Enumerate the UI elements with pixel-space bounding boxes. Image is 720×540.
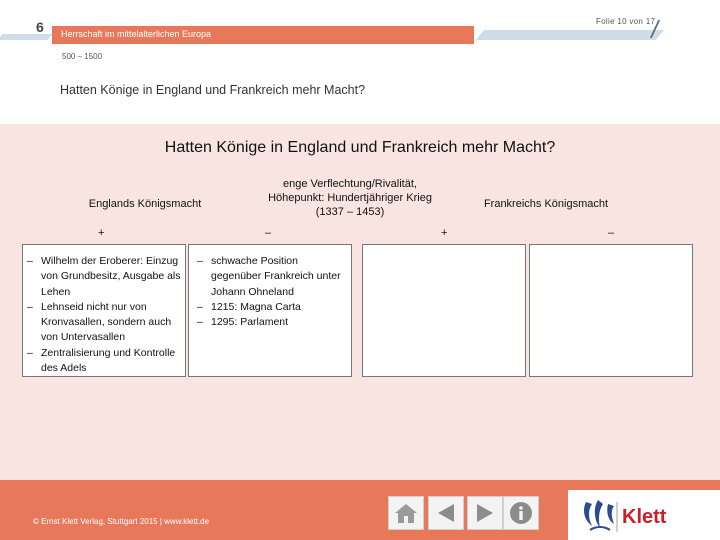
copyright: © Ernst Klett Verlag, Stuttgart 2015 | www.klett.de <box>33 517 210 526</box>
list-item: – Lehnseid nicht nur von Kronvasallen, sondern auch von Untervasallen <box>23 300 181 346</box>
previous-button[interactable] <box>428 496 464 530</box>
sign-france-plus: + <box>441 227 448 239</box>
column-heading-england: Englands Königsmacht <box>88 198 202 210</box>
sign-france-minus: – <box>608 227 615 239</box>
header-stripe-right <box>476 30 664 40</box>
slide-subtitle: Hatten Könige in England und Frankreich mehr Macht? <box>60 83 366 97</box>
next-button[interactable] <box>467 496 503 530</box>
info-icon <box>508 500 534 526</box>
list-item: – schwache Position gegenüber Frankreich unter Johann Ohneland <box>193 254 347 300</box>
home-icon <box>393 501 419 525</box>
sign-england-plus: + <box>98 227 105 239</box>
arrow-right-icon <box>473 501 497 525</box>
list-item: – Wilhelm der Eroberer: Einzug von Grundbesitz, Ausgabe als Lehen <box>23 254 181 300</box>
header-stripe-left <box>0 34 53 40</box>
chapter-title-band <box>52 26 474 44</box>
klett-logo-text: Klett <box>622 506 667 528</box>
logo-divider <box>616 502 618 532</box>
klett-emblem-icon <box>578 496 618 536</box>
main-title: Hatten Könige in England und Frankreich mehr Macht? <box>164 139 556 156</box>
arrow-left-icon <box>434 501 458 525</box>
slide-counter: Folie 10 von 17 <box>596 17 656 26</box>
box-france-minus <box>529 244 693 377</box>
column-heading-france: Frankreichs Königsmacht <box>483 198 609 210</box>
sign-england-minus: – <box>265 227 272 239</box>
list-item: – 1215: Magna Carta <box>193 300 347 315</box>
box-england-minus <box>188 244 352 377</box>
list-item: – Zentralisierung und Kontrolle des Adels <box>23 346 181 377</box>
list-item: – 1295: Parlament <box>193 315 347 330</box>
column-heading-middle: enge Verflechtung/Rivalität, Höhepunkt: Hundertjähriger Krieg (1337 – 1453) <box>268 178 432 218</box>
home-button[interactable] <box>388 496 424 530</box>
box-england-plus <box>22 244 186 377</box>
info-button[interactable] <box>503 496 539 530</box>
box-france-plus <box>362 244 526 377</box>
chapter-number: 6 <box>36 19 44 35</box>
date-range: 500 – 1500 <box>62 52 103 61</box>
chapter-title: Herrschaft im mittelalterlichen Europa <box>61 29 212 39</box>
